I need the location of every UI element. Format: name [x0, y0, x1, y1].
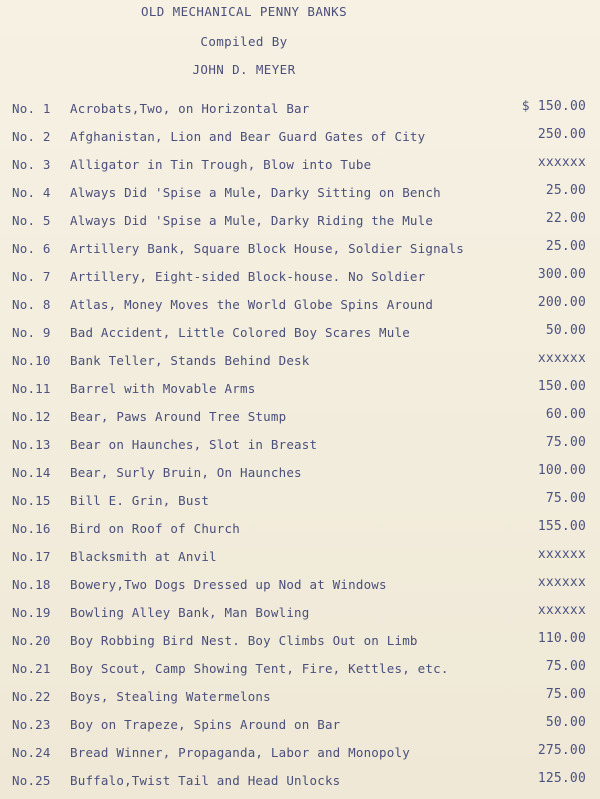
entry-description: Bear, Surly Bruin, On Haunches	[70, 465, 302, 480]
entry-description: Barrel with Movable Arms	[70, 381, 256, 396]
entry-price: 75.00	[545, 687, 586, 702]
list-item	[0, 767, 600, 795]
entry-number: No.20	[12, 633, 51, 648]
entry-price: 150.00	[537, 379, 586, 394]
entry-price: 50.00	[545, 323, 586, 338]
list-item	[0, 235, 600, 263]
entry-description: Bear on Haunches, Slot in Breast	[70, 437, 318, 452]
entry-description: Always Did 'Spise a Mule, Darky Riding the Mule	[70, 213, 434, 228]
list-item	[0, 403, 600, 431]
entry-number: No.11	[12, 381, 51, 396]
entry-description: Bowery,Two Dogs Dressed up Nod at Windows	[70, 577, 387, 592]
entry-price: 60.00	[545, 407, 586, 422]
entry-number: No. 9	[12, 325, 51, 340]
entry-description: Bread Winner, Propaganda, Labor and Monopoly	[70, 745, 410, 760]
list-item	[0, 627, 600, 655]
entry-number: No.24	[12, 745, 51, 760]
document-title: OLD MECHANICAL PENNY BANKS	[140, 4, 348, 19]
list-item	[0, 375, 600, 403]
entry-description: Bad Accident, Little Colored Boy Scares Mule	[70, 325, 410, 340]
list-item	[0, 151, 600, 179]
list-item	[0, 739, 600, 767]
list-item	[0, 207, 600, 235]
list-item	[0, 459, 600, 487]
list-item	[0, 179, 600, 207]
entry-description: Bowling Alley Bank, Man Bowling	[70, 605, 310, 620]
list-item	[0, 291, 600, 319]
entry-price: xxxxxx	[537, 547, 586, 562]
list-item	[0, 711, 600, 739]
entry-description: Artillery Bank, Square Block House, Soldier Signals	[70, 241, 465, 256]
entry-price: 25.00	[545, 183, 586, 198]
entry-price: 75.00	[545, 659, 586, 674]
entry-description: Afghanistan, Lion and Bear Guard Gates of City	[70, 129, 426, 144]
list-item	[0, 571, 600, 599]
entry-number: No. 7	[12, 269, 51, 284]
entry-description: Bank Teller, Stands Behind Desk	[70, 353, 310, 368]
entry-description: Bird on Roof of Church	[70, 521, 240, 536]
entry-description: Artillery, Eight-sided Block-house. No Soldier	[70, 269, 426, 284]
list-item	[0, 515, 600, 543]
entry-number: No. 5	[12, 213, 51, 228]
entry-description: Boy Robbing Bird Nest. Boy Climbs Out on Limb	[70, 633, 418, 648]
entry-price: 200.00	[537, 295, 586, 310]
entry-number: No. 4	[12, 185, 51, 200]
entry-price: 75.00	[545, 435, 586, 450]
entry-number: No.16	[12, 521, 51, 536]
entry-price: $ 150.00	[521, 99, 586, 114]
entry-description: Acrobats,Two, on Horizontal Bar	[70, 101, 310, 116]
entry-number: No.21	[12, 661, 51, 676]
list-item	[0, 487, 600, 515]
entry-number: No.23	[12, 717, 51, 732]
list-item	[0, 599, 600, 627]
entry-price: 100.00	[537, 463, 586, 478]
entry-price: xxxxxx	[537, 603, 586, 618]
entry-price: 300.00	[537, 267, 586, 282]
entry-description: Alligator in Tin Trough, Blow into Tube	[70, 157, 372, 172]
entry-description: Boy on Trapeze, Spins Around on Bar	[70, 717, 341, 732]
entry-description: Atlas, Money Moves the World Globe Spins Around	[70, 297, 434, 312]
list-item	[0, 95, 600, 123]
document-subtitle: Compiled By	[200, 34, 288, 49]
entry-price: xxxxxx	[537, 155, 586, 170]
entry-price: 22.00	[545, 211, 586, 226]
entry-price: 125.00	[537, 771, 586, 786]
list-item	[0, 543, 600, 571]
document-author: JOHN D. MEYER	[192, 62, 296, 77]
entry-number: No. 6	[12, 241, 51, 256]
entry-number: No. 1	[12, 101, 51, 116]
entry-price: 155.00	[537, 519, 586, 534]
entry-number: No. 8	[12, 297, 51, 312]
list-item	[0, 123, 600, 151]
entry-number: No.25	[12, 773, 51, 788]
entry-price: 75.00	[545, 491, 586, 506]
entry-number: No.12	[12, 409, 51, 424]
entry-description: Bill E. Grin, Bust	[70, 493, 210, 508]
entry-number: No.14	[12, 465, 51, 480]
entry-description: Bear, Paws Around Tree Stump	[70, 409, 287, 424]
entry-description: Buffalo,Twist Tail and Head Unlocks	[70, 773, 341, 788]
bank-listing	[0, 95, 600, 795]
entry-number: No.18	[12, 577, 51, 592]
entry-number: No.13	[12, 437, 51, 452]
entry-price: 250.00	[537, 127, 586, 142]
entry-description: Always Did 'Spise a Mule, Darky Sitting on Bench	[70, 185, 441, 200]
entry-description: Boys, Stealing Watermelons	[70, 689, 271, 704]
entry-number: No. 3	[12, 157, 51, 172]
entry-number: No.19	[12, 605, 51, 620]
list-item	[0, 263, 600, 291]
entry-description: Blacksmith at Anvil	[70, 549, 217, 564]
list-item	[0, 655, 600, 683]
entry-number: No.15	[12, 493, 51, 508]
list-item	[0, 319, 600, 347]
list-item	[0, 683, 600, 711]
entry-price: 25.00	[545, 239, 586, 254]
entry-price: 50.00	[545, 715, 586, 730]
entry-price: xxxxxx	[537, 351, 586, 366]
entry-price: xxxxxx	[537, 575, 586, 590]
list-item	[0, 347, 600, 375]
entry-price: 275.00	[537, 743, 586, 758]
entry-number: No.10	[12, 353, 51, 368]
entry-number: No.22	[12, 689, 51, 704]
entry-number: No. 2	[12, 129, 51, 144]
list-item	[0, 431, 600, 459]
entry-number: No.17	[12, 549, 51, 564]
entry-description: Boy Scout, Camp Showing Tent, Fire, Kettles, etc.	[70, 661, 449, 676]
entry-price: 110.00	[537, 631, 586, 646]
